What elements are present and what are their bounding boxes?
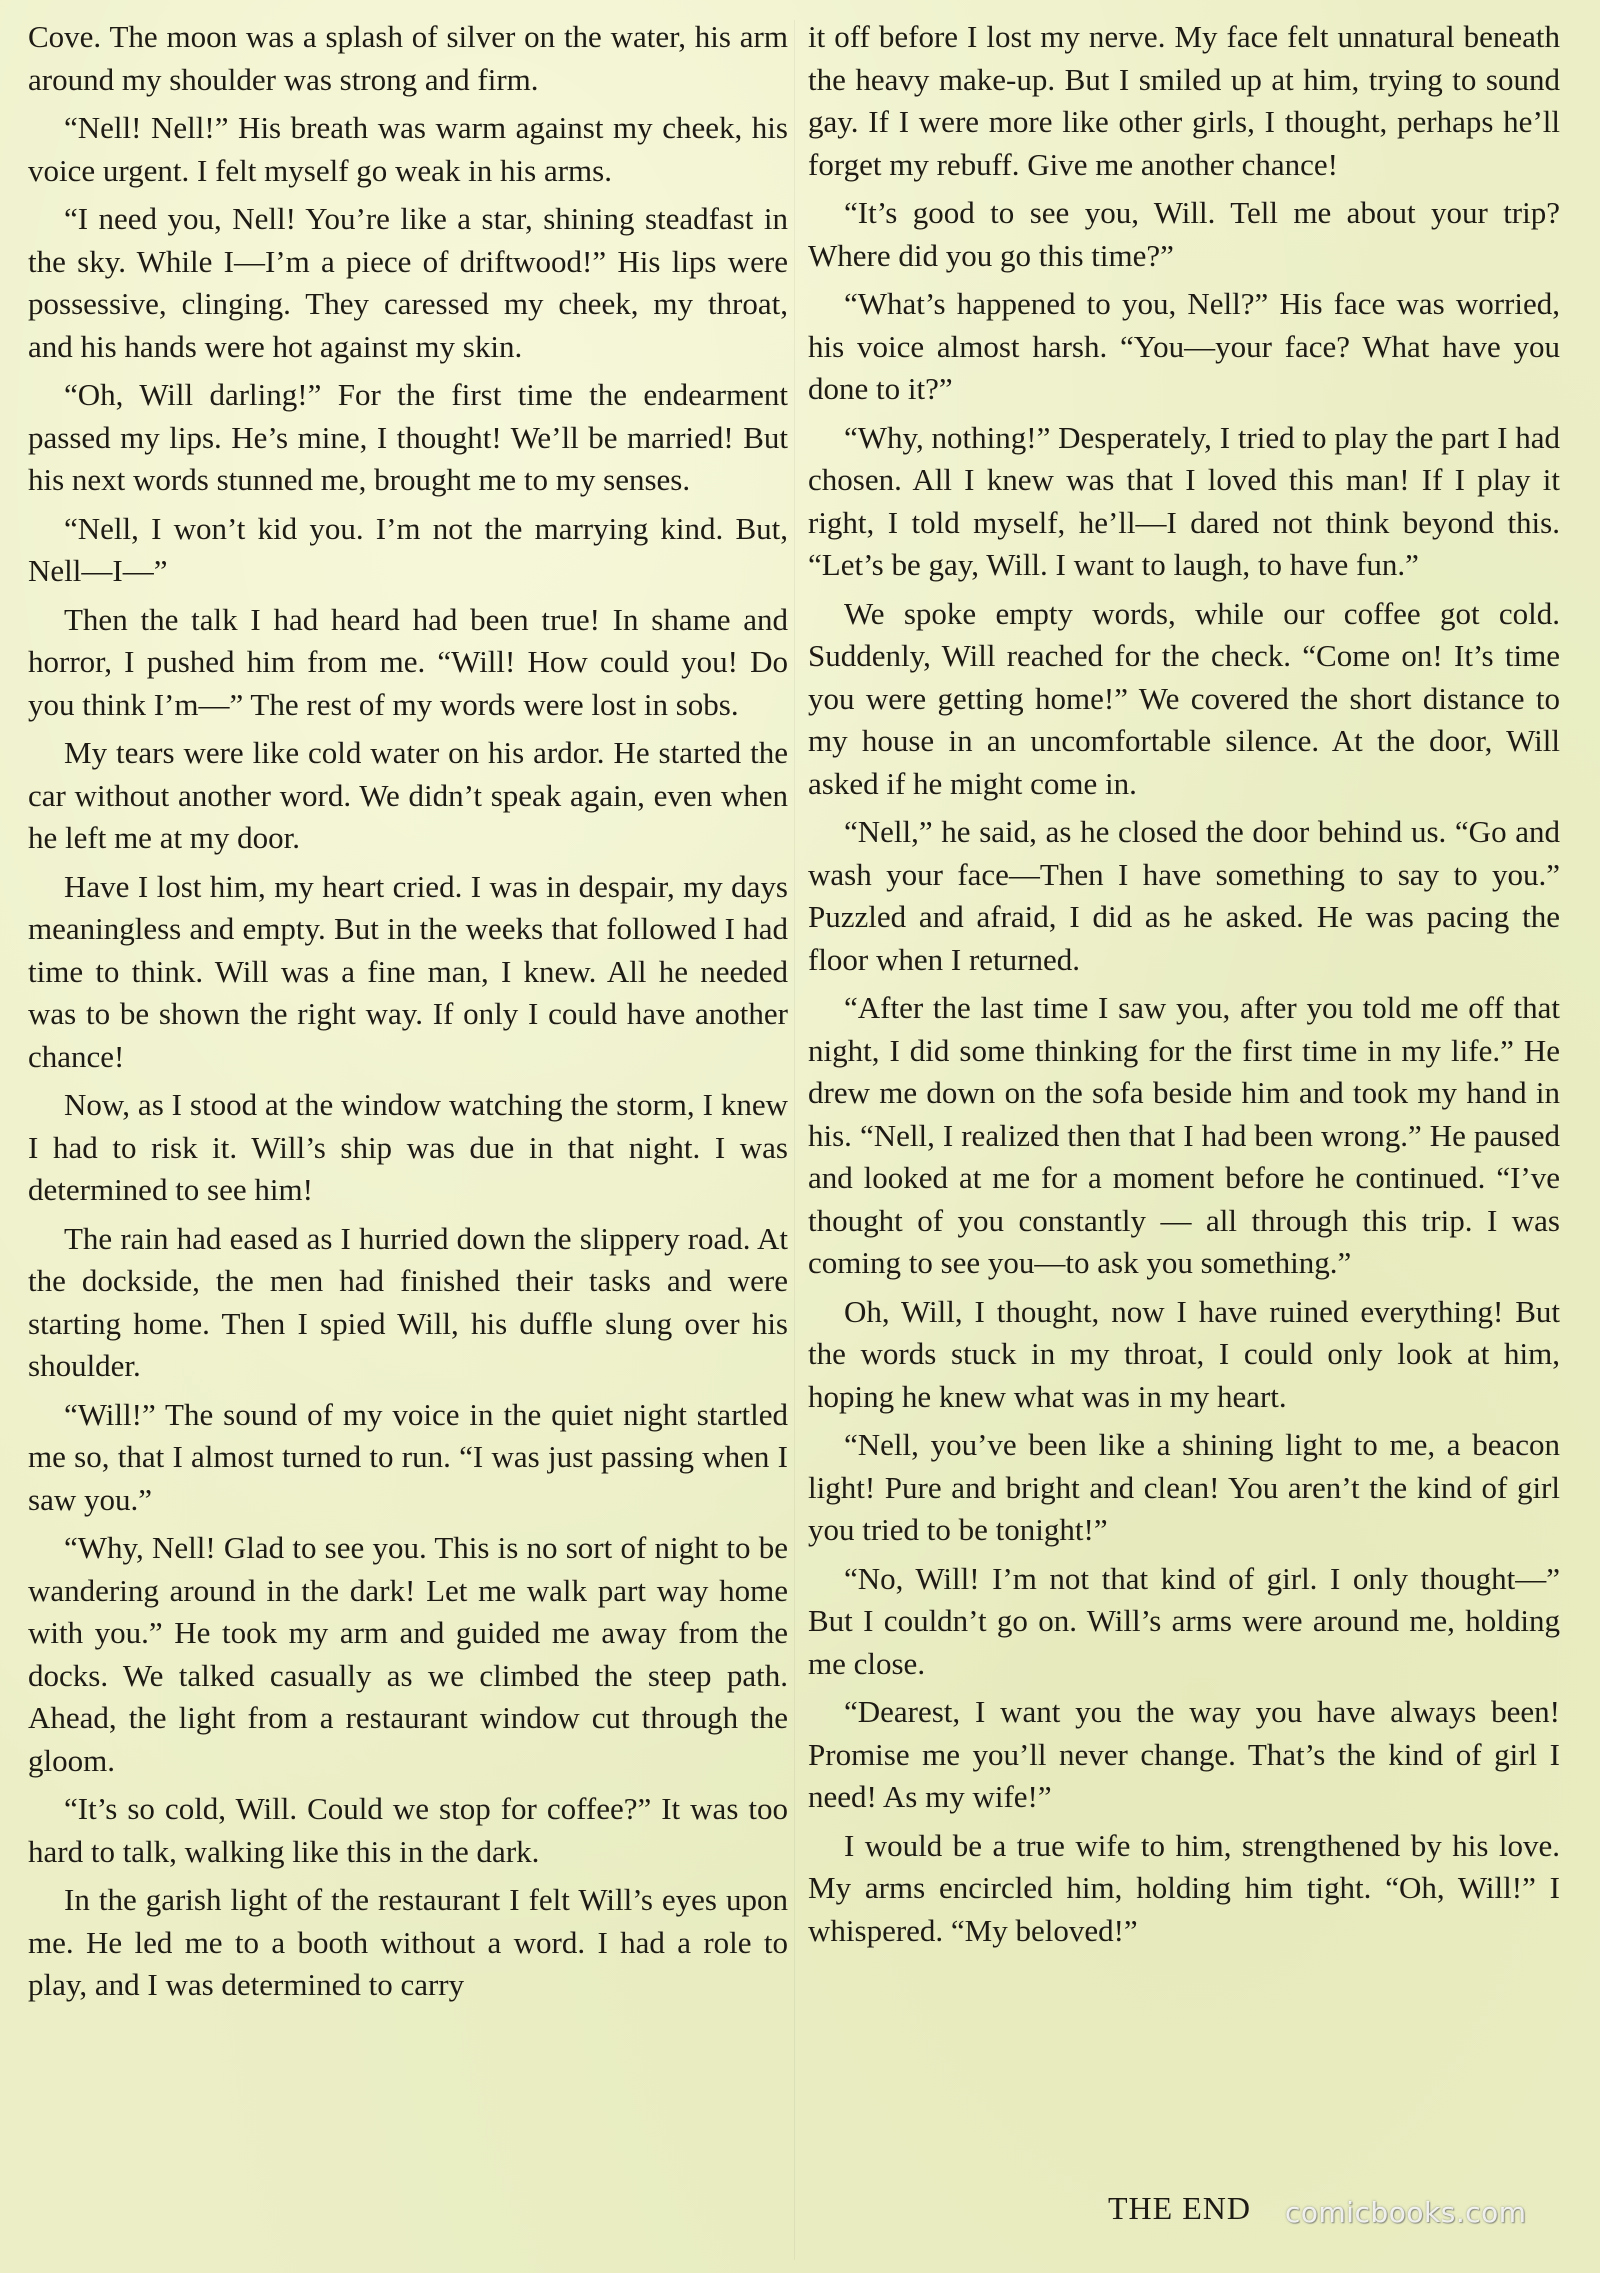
- paragraph: “Dearest, I want you the way you have always been! Promise me you’ll never change. That’s the kind of girl I need! As my wife!”: [808, 1694, 1560, 1814]
- paragraph: “After the last time I saw you, after you told me off that night, I did some thinking for the first time in my life.” He drew me down on the sofa beside him and took my hand in his. “Nell, I realized then that I had been wrong.” He paused and looked at me for a moment before he continued. “I’ve thought of you constantly — all through this trip. I was coming to see you—to ask you something.”: [808, 990, 1560, 1280]
- paragraph: My tears were like cold water on his ardor. He started the car without another word. We didn’t speak again, even when he left me at my door.: [28, 735, 788, 855]
- paragraph: Have I lost him, my heart cried. I was in despair, my days meaningless and empty. But in the weeks that followed I had time to think. Will was a fine man, I knew. All he needed was to be shown the right way. If only I could have another chance!: [28, 868, 788, 1074]
- paragraph: “Nell,” he said, as he closed the door behind us. “Go and wash your face—Then I have something to say to you.” Puzzled and afraid, I did as he asked. He was pacing the floor when I returned.: [808, 814, 1560, 977]
- paragraph: Cove. The moon was a splash of silver on the water, his arm around my shoulder was strong and firm.: [28, 19, 788, 97]
- paragraph: In the garish light of the restaurant I felt Will’s eyes upon me. He led me to a booth without a word. I had a role to play, and I was determined to carry: [28, 1882, 788, 2002]
- the-end-label: THE END: [1108, 2190, 1251, 2226]
- paragraph: “I need you, Nell! You’re like a star, shining steadfast in the sky. While I—I’m a piece of driftwood!” His lips were possessive, clinging. They caressed my cheek, my throat, and his hands were hot against my skin.: [28, 201, 788, 364]
- paragraph: “It’s so cold, Will. Could we stop for coffee?” It was too hard to talk, walking like this in the dark.: [28, 1791, 788, 1869]
- paragraph: Now, as I stood at the window watching the storm, I knew I had to risk it. Will’s ship was due in that night. I was determined to see him!: [28, 1087, 788, 1207]
- paragraph: “Why, Nell! Glad to see you. This is no sort of night to be wandering around in the dark! Let me walk part way home with you.” He took my arm and guided me away from the docks. We talked casually as we climbed the steep path. Ahead, the light from a restaurant window cut through the gloom.: [28, 1530, 788, 1778]
- paragraph: it off before I lost my nerve. My face felt unnatural beneath the heavy make-up. But I smiled up at him, trying to sound gay. If I were more like other girls, I thought, perhaps he’ll forget my rebuff. Give me another chance!: [808, 19, 1560, 182]
- paragraph: “Nell, I won’t kid you. I’m not the marrying kind. But, Nell—I—”: [28, 510, 788, 588]
- paragraph: “What’s happened to you, Nell?” His face was worried, his voice almost harsh. “You—your face? What have you done to it?”: [808, 286, 1560, 406]
- paragraph: “Will!” The sound of my voice in the quiet night startled me so, that I almost turned to run. “I was just passing when I saw you.”: [28, 1396, 788, 1517]
- paragraph: We spoke empty words, while our coffee got cold. Suddenly, Will reached for the check. “Come on! It’s time you were getting home!” We covered the short distance to my house in an uncomfortable silence. At the door, Will asked if he might come in.: [808, 595, 1560, 801]
- watermark: comicbooks.com: [1285, 2196, 1527, 2229]
- paragraph: “Nell, you’ve been like a shining light to me, a beacon light! Pure and bright and clean! You aren’t the kind of girl you tried to be tonight!”: [808, 1427, 1560, 1547]
- paragraph: “Nell! Nell!” His breath was warm against my cheek, his voice urgent. I felt myself go weak in his arms.: [28, 110, 788, 188]
- paragraph: Oh, Will, I thought, now I have ruined everything! But the words stuck in my throat, I could only look at him, hoping he knew what was in my heart.: [808, 1293, 1560, 1414]
- paragraph: The rain had eased as I hurried down the slippery road. At the dockside, the men had finished their tasks and were starting home. Then I spied Will, his duffle slung over his shoulder.: [28, 1220, 788, 1383]
- paragraph: I would be a true wife to him, strengthened by his love. My arms encircled him, holding him tight. “Oh, Will!” I whispered. “My beloved!”: [808, 1827, 1560, 1948]
- left-column: [28, 16, 788, 2013]
- column-divider: [794, 20, 795, 2260]
- paragraph: Then the talk I had heard had been true! In shame and horror, I pushed him from me. “Will! How could you! Do you think I’m—” The rest of my words were lost in sobs.: [28, 601, 788, 722]
- paragraph: “Oh, Will darling!” For the first time the endearment passed my lips. He’s mine, I thought! We’ll be married! But his next words stunned me, brought me to my senses.: [28, 377, 788, 497]
- paragraph: “It’s good to see you, Will. Tell me about your trip? Where did you go this time?”: [808, 195, 1560, 273]
- paragraph: “Why, nothing!” Desperately, I tried to play the part I had chosen. All I knew was that I loved this man! If I play it right, I told myself, he’ll—I dared not think beyond this. “Let’s be gay, Will. I want to laugh, to have fun.”: [808, 419, 1560, 582]
- paragraph: “No, Will! I’m not that kind of girl. I only thought—” But I couldn’t go on. Will’s arms were around me, holding me close.: [808, 1560, 1560, 1681]
- right-column: [808, 16, 1560, 1958]
